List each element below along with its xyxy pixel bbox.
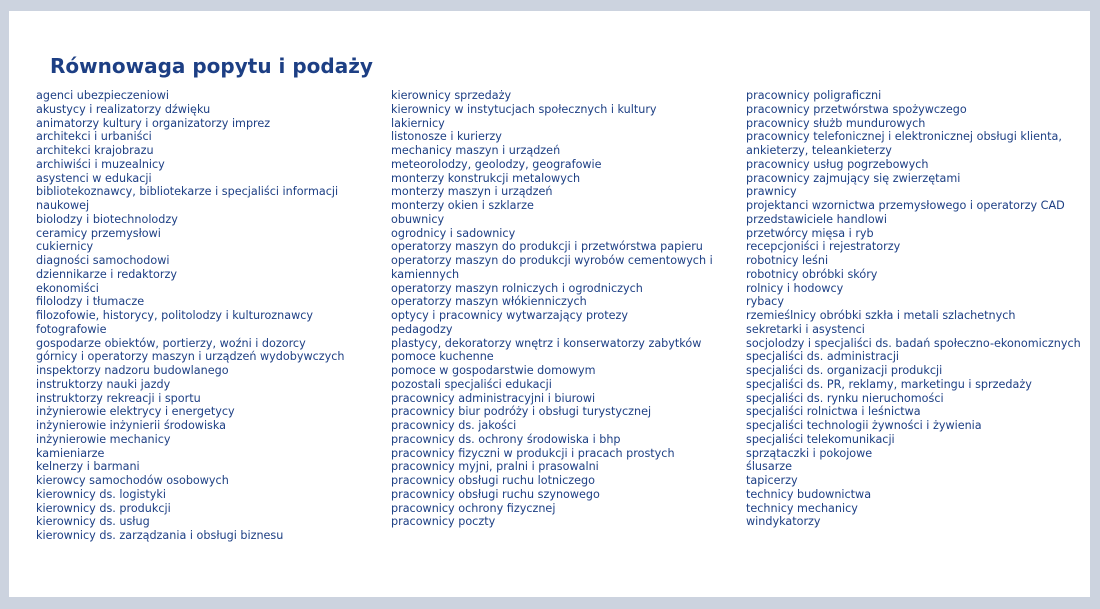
occupation-item: operatorzy maszyn do produkcji i przetwórstwa papieru: [391, 240, 703, 254]
occupation-item: operatorzy maszyn rolniczych i ogrodniczych: [391, 281, 643, 295]
occupation-item: specjaliści technologii żywności i żywienia: [746, 419, 982, 432]
occupation-item: meteorolodzy, geolodzy, geografowie: [391, 157, 602, 171]
occupation-item: rybacy: [746, 295, 784, 309]
occupation-item: specjaliści ds. organizacji produkcji: [746, 364, 943, 377]
occupation-item: pracownicy służb mundurowych: [746, 116, 926, 130]
occupation-item: inspektorzy nadzoru budowlanego: [36, 364, 229, 377]
occupation-item: monterzy maszyn i urządzeń: [391, 185, 553, 199]
occupation-item: pracownicy usług pogrzebowych: [746, 157, 929, 171]
occupation-item: technicy budownictwa: [746, 487, 872, 501]
occupation-item: ceramicy przemysłowi: [36, 226, 161, 240]
occupation-item: specjaliści ds. PR, reklamy, marketingu i sprzedaży: [746, 377, 1032, 391]
occupation-item: kelnerzy i barmani: [36, 460, 140, 474]
occupation-item: ankieterzy, teleankieterzy: [746, 144, 892, 157]
occupation-item: biolodzy i biotechnolodzy: [36, 212, 178, 226]
occupation-item: kierownicy w instytucjach społecznych i kultury: [391, 102, 657, 116]
occupation-item: pracownicy myjni, pralni i prasowalni: [391, 460, 599, 474]
occupation-item: pomoce kuchenne: [391, 350, 494, 364]
occupation-item: robotnicy leśni: [746, 254, 829, 267]
occupation-item: mechanicy maszyn i urządzeń: [391, 144, 561, 157]
occupation-item: projektanci wzornictwa przemysłowego i operatorzy CAD: [746, 199, 1065, 212]
occupation-item: fotografowie: [36, 322, 107, 336]
occupation-item: technicy mechanicy: [746, 501, 858, 515]
occupation-item: instruktorzy rekreacji i sportu: [36, 391, 201, 405]
occupation-item: rzemieślnicy obróbki szkła i metali szlachetnych: [746, 309, 1016, 322]
occupation-item: ślusarze: [746, 460, 793, 474]
occupation-item: kierownicy sprzedaży: [391, 89, 512, 102]
occupation-item: operatorzy maszyn włókienniczych: [391, 295, 587, 309]
occupation-column-2: [391, 89, 736, 529]
occupation-item: kierowcy samochodów osobowych: [36, 474, 229, 487]
occupation-item: rolnicy i hodowcy: [746, 281, 844, 295]
occupation-item: dziennikarze i redaktorzy: [36, 267, 177, 281]
occupation-item: pracownicy ochrony fizycznej: [391, 501, 556, 515]
occupation-item: kierownicy ds. usług: [36, 515, 150, 529]
occupation-item: prawnicy: [746, 185, 797, 199]
occupation-item: pracownicy poligraficzni: [746, 89, 882, 102]
occupation-item: listonosze i kurierzy: [391, 130, 502, 144]
occupation-item: ekonomiści: [36, 281, 99, 295]
occupation-item: bibliotekoznawcy, bibliotekarze i specjaliści informacji: [36, 185, 339, 199]
occupation-item: architekci krajobrazu: [36, 144, 154, 157]
occupation-item: windykatorzy: [746, 515, 821, 529]
occupation-item: plastycy, dekoratorzy wnętrz i konserwatorzy zabytków: [391, 336, 702, 350]
occupation-item: instruktorzy nauki jazdy: [36, 377, 171, 391]
occupation-item: diagności samochodowi: [36, 254, 170, 267]
occupation-item: optycy i pracownicy wytwarzający protezy: [391, 309, 629, 322]
occupation-item: monterzy okien i szklarze: [391, 199, 534, 212]
occupation-item: pracownicy zajmujący się zwierzętami: [746, 171, 961, 185]
occupation-item: cukiernicy: [36, 240, 94, 254]
occupation-item: specjaliści ds. rynku nieruchomości: [746, 391, 944, 405]
occupation-item: tapicerzy: [746, 474, 798, 487]
occupation-item: przetwórcy mięsa i ryb: [746, 226, 874, 240]
occupation-item: architekci i urbaniści: [36, 130, 152, 144]
occupation-column-1: [36, 89, 376, 543]
occupation-item: socjolodzy i specjaliści ds. badań społeczno-ekonomicznych: [746, 336, 1081, 350]
occupation-item: akustycy i realizatorzy dźwięku: [36, 102, 211, 116]
occupation-item: pracownicy telefonicznej i elektronicznej obsługi klienta,: [746, 130, 1062, 144]
occupation-item: pracownicy biur podróży i obsługi turystycznej: [391, 405, 652, 419]
occupation-item: animatorzy kultury i organizatorzy imprez: [36, 116, 271, 130]
occupation-item: inżynierowie inżynierii środowiska: [36, 419, 227, 432]
occupation-item: kierownicy ds. produkcji: [36, 501, 171, 515]
occupation-item: gospodarze obiektów, portierzy, woźni i dozorcy: [36, 336, 306, 350]
occupation-item: obuwnicy: [391, 212, 445, 226]
occupation-item: górnicy i operatorzy maszyn i urządzeń wydobywczych: [36, 350, 345, 364]
occupation-item: robotnicy obróbki skóry: [746, 267, 878, 281]
occupation-item: specjaliści rolnictwa i leśnictwa: [746, 405, 921, 419]
occupation-item: specjaliści ds. administracji: [746, 350, 900, 364]
occupation-item: pomoce w gospodarstwie domowym: [391, 364, 596, 377]
occupation-item: kamieniarze: [36, 446, 105, 460]
occupation-item: pracownicy obsługi ruchu lotniczego: [391, 474, 596, 487]
occupation-item: pracownicy ds. jakości: [391, 419, 517, 432]
occupation-item: agenci ubezpieczeniowi: [36, 89, 169, 102]
occupation-item: filozofowie, historycy, politolodzy i kulturoznawcy: [36, 309, 314, 322]
occupation-item: pracownicy poczty: [391, 515, 496, 529]
occupation-item: recepcjoniści i rejestratorzy: [746, 240, 901, 254]
occupation-item: asystenci w edukacji: [36, 171, 152, 185]
occupation-item: pracownicy przetwórstwa spożywczego: [746, 102, 967, 116]
occupation-item: pracownicy administracyjni i biurowi: [391, 391, 596, 405]
occupation-item: naukowej: [36, 199, 90, 212]
occupation-item: archiwiści i muzealnicy: [36, 157, 165, 171]
occupation-item: lakiernicy: [391, 116, 445, 130]
occupation-item: monterzy konstrukcji metalowych: [391, 171, 581, 185]
occupation-item: pracownicy ds. ochrony środowiska i bhp: [391, 432, 621, 446]
occupation-item: pracownicy fizyczni w produkcji i pracach prostych: [391, 446, 675, 460]
page-title: Równowaga popytu i podaży: [50, 54, 373, 78]
occupation-item: inżynierowie elektrycy i energetycy: [36, 405, 235, 419]
occupation-item: sprzątaczki i pokojowe: [746, 446, 873, 460]
occupation-item: pedagodzy: [391, 322, 453, 336]
occupation-item: przedstawiciele handlowi: [746, 212, 887, 226]
occupation-item: pozostali specjaliści edukacji: [391, 377, 552, 391]
occupation-item: ogrodnicy i sadownicy: [391, 226, 516, 240]
occupation-item: pracownicy obsługi ruchu szynowego: [391, 487, 600, 501]
occupation-item: inżynierowie mechanicy: [36, 432, 171, 446]
occupation-item: kierownicy ds. zarządzania i obsługi biznesu: [36, 529, 284, 542]
occupation-item: kamiennych: [391, 267, 460, 281]
occupation-column-3: [746, 89, 1091, 529]
occupation-item: kierownicy ds. logistyki: [36, 487, 166, 501]
occupation-item: sekretarki i asystenci: [746, 322, 865, 336]
occupation-item: filolodzy i tłumacze: [36, 295, 145, 309]
occupation-item: operatorzy maszyn do produkcji wyrobów cementowych i: [391, 254, 713, 267]
occupation-item: specjaliści telekomunikacji: [746, 432, 895, 446]
